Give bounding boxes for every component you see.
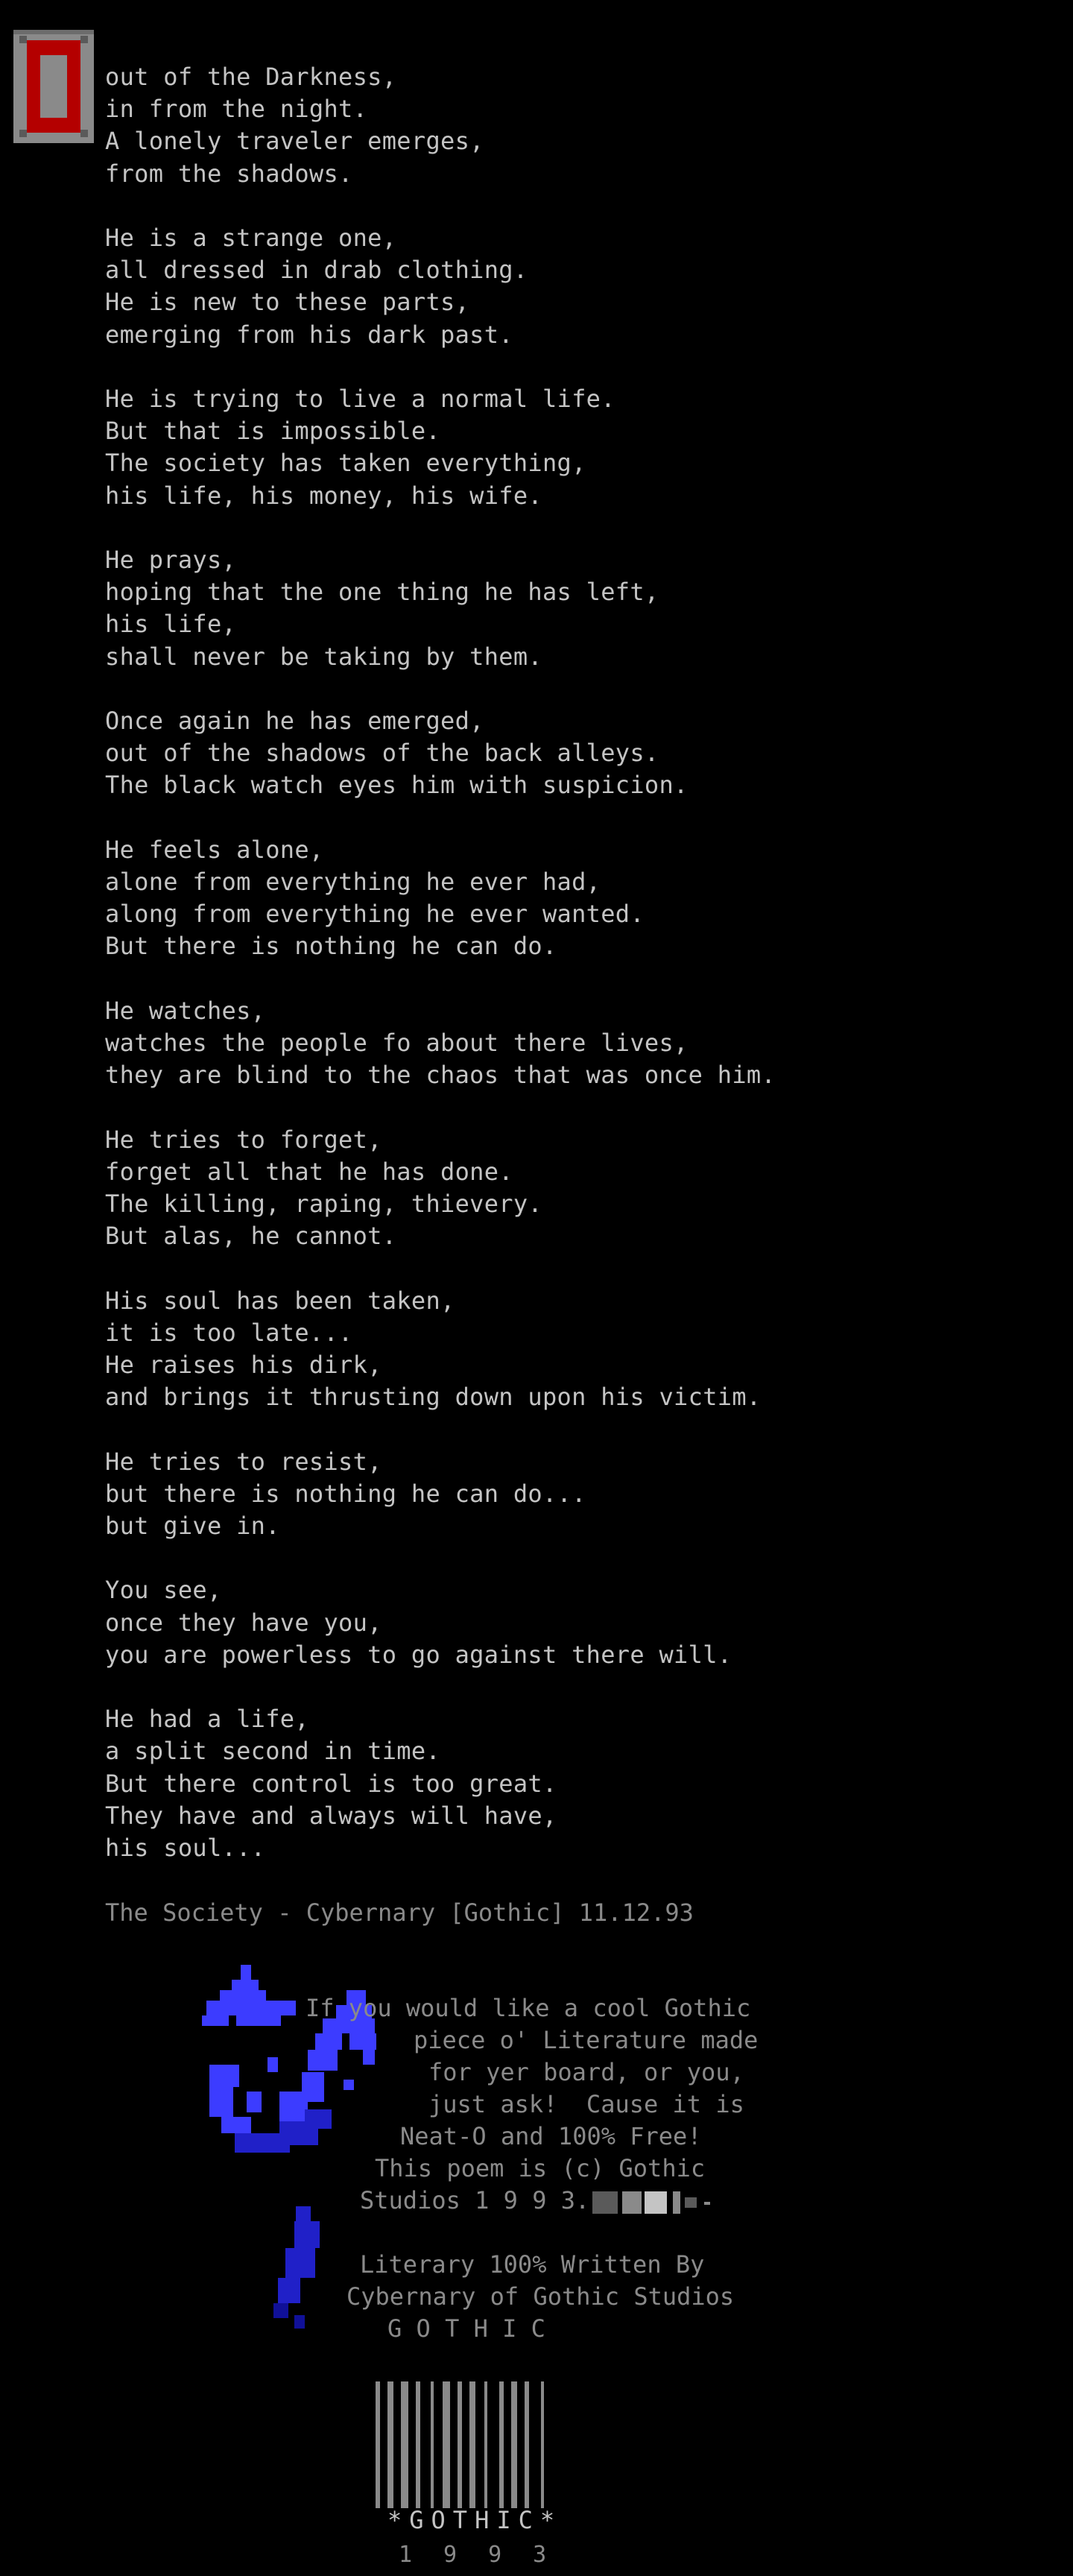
- stanza-break: [105, 1671, 776, 1703]
- ad-line-4: just ask! Cause it is: [428, 2090, 744, 2118]
- poem-line: watches the people fo about there lives,: [105, 1029, 689, 1057]
- poem-line: his life,: [105, 610, 237, 639]
- ad-line-8: Literary 100% Written By: [360, 2250, 705, 2279]
- barcode-bar: [525, 2381, 529, 2508]
- poem-line: you are powerless to go against there will.: [105, 1640, 732, 1669]
- poem-line: A lonely traveler emerges,: [105, 127, 484, 156]
- poem-line: alone from everything he ever had,: [105, 868, 601, 896]
- poem-line: they are blind to the chaos that was once him.: [105, 1061, 776, 1090]
- poem-line: it is too late...: [105, 1318, 353, 1347]
- barcode-bar: [431, 2381, 434, 2508]
- poem-line: But there control is too great.: [105, 1769, 557, 1798]
- poem-line: He is trying to live a normal life.: [105, 385, 615, 413]
- poem-line: He had a life,: [105, 1705, 309, 1734]
- ad-line-1: If you would like a cool Gothic: [306, 1994, 751, 2022]
- stanza-break: [105, 351, 776, 383]
- poem-line: They have and always will have,: [105, 1801, 557, 1830]
- poem-line: Once again he has emerged,: [105, 707, 484, 735]
- poem-line: His soul has been taken,: [105, 1286, 455, 1315]
- ad-line-6: This poem is (c) Gothic: [375, 2154, 706, 2182]
- poem-line: He tries to forget,: [105, 1125, 382, 1154]
- poem-line: But that is impossible.: [105, 417, 441, 446]
- poem-line: But alas, he cannot.: [105, 1222, 397, 1251]
- poem-line: You see,: [105, 1576, 222, 1605]
- poem-text: [105, 61, 776, 1864]
- barcode-bar: [401, 2381, 408, 2508]
- ad-line-5: Neat-O and 100% Free!: [400, 2122, 702, 2150]
- barcode-bar: [458, 2381, 462, 2508]
- barcode-bar: [376, 2381, 380, 2508]
- poem-line: He feels alone,: [105, 835, 324, 864]
- poem-line: forget all that he has done.: [105, 1157, 513, 1186]
- stanza-break: [105, 963, 776, 995]
- ad-line-9: Cybernary of Gothic Studios: [346, 2282, 735, 2311]
- stanza-break: [105, 1091, 776, 1123]
- barcode-year: 1993: [399, 2542, 578, 2568]
- poem-line: out of the shadows of the back alleys.: [105, 739, 659, 768]
- barcode-bar: [484, 2381, 487, 2508]
- poem-line: in from the night.: [105, 95, 368, 124]
- stanza-break: [105, 673, 776, 705]
- poem-line: He raises his dirk,: [105, 1351, 382, 1379]
- stanza-break: [105, 1252, 776, 1284]
- poem-line: emerging from his dark past.: [105, 320, 513, 349]
- barcode-bar: [511, 2381, 517, 2508]
- poem-line: The society has taken everything,: [105, 449, 586, 478]
- poem-line: all dressed in drab clothing.: [105, 256, 528, 285]
- poem-line: along from everything he ever wanted.: [105, 900, 645, 929]
- poem-line: hoping that the one thing he has left,: [105, 578, 659, 607]
- ad-line-7: Studios 1 9 9 3.: [360, 2186, 590, 2214]
- ad-line-3: for yer board, or you,: [428, 2058, 744, 2086]
- poem-line: He is a strange one,: [105, 224, 397, 252]
- poem-line: but give in.: [105, 1512, 280, 1540]
- poem-line: his life, his money, his wife.: [105, 481, 542, 510]
- barcode-bar: [541, 2381, 544, 2508]
- barcode-bar: [469, 2381, 475, 2508]
- poem-line: The killing, raping, thievery.: [105, 1190, 542, 1218]
- poem-line: He tries to resist,: [105, 1447, 382, 1476]
- stanza-break: [105, 512, 776, 544]
- poem-line: out of the Darkness,: [105, 63, 397, 91]
- poem-line: He prays,: [105, 546, 237, 574]
- poem-line: and brings it thrusting down upon his victim.: [105, 1383, 762, 1412]
- poem-line: his soul...: [105, 1834, 266, 1862]
- pixel-strip-ornament: [592, 2190, 719, 2215]
- poem-credit: The Society - Cybernary [Gothic] 11.12.93: [105, 1898, 694, 1927]
- stanza-break: [105, 802, 776, 834]
- poem-line: He watches,: [105, 996, 266, 1025]
- ad-line-10: G O T H I C: [387, 2314, 545, 2343]
- barcode-bar: [387, 2381, 393, 2508]
- poem-line: But there is nothing he can do.: [105, 932, 557, 961]
- poem-line: The black watch eyes him with suspicion.: [105, 771, 689, 800]
- poem-line: a split second in time.: [105, 1737, 441, 1766]
- barcode-bar: [416, 2381, 420, 2508]
- stanza-break: [105, 1542, 776, 1574]
- poem-line: He is new to these parts,: [105, 288, 470, 317]
- barcode-graphic: [373, 2381, 600, 2516]
- ad-line-2: piece o' Literature made: [414, 2026, 759, 2054]
- barcode-bar: [499, 2381, 504, 2508]
- poem-line: but there is nothing he can do...: [105, 1479, 586, 1508]
- stanza-break: [105, 190, 776, 222]
- poem-line: from the shadows.: [105, 159, 353, 188]
- barcode-bar: [443, 2381, 450, 2508]
- poem-line: shall never be taking by them.: [105, 642, 542, 671]
- barcode-label: *GOTHIC*: [387, 2506, 563, 2534]
- poem-line: once they have you,: [105, 1608, 382, 1637]
- stanza-break: [105, 1413, 776, 1445]
